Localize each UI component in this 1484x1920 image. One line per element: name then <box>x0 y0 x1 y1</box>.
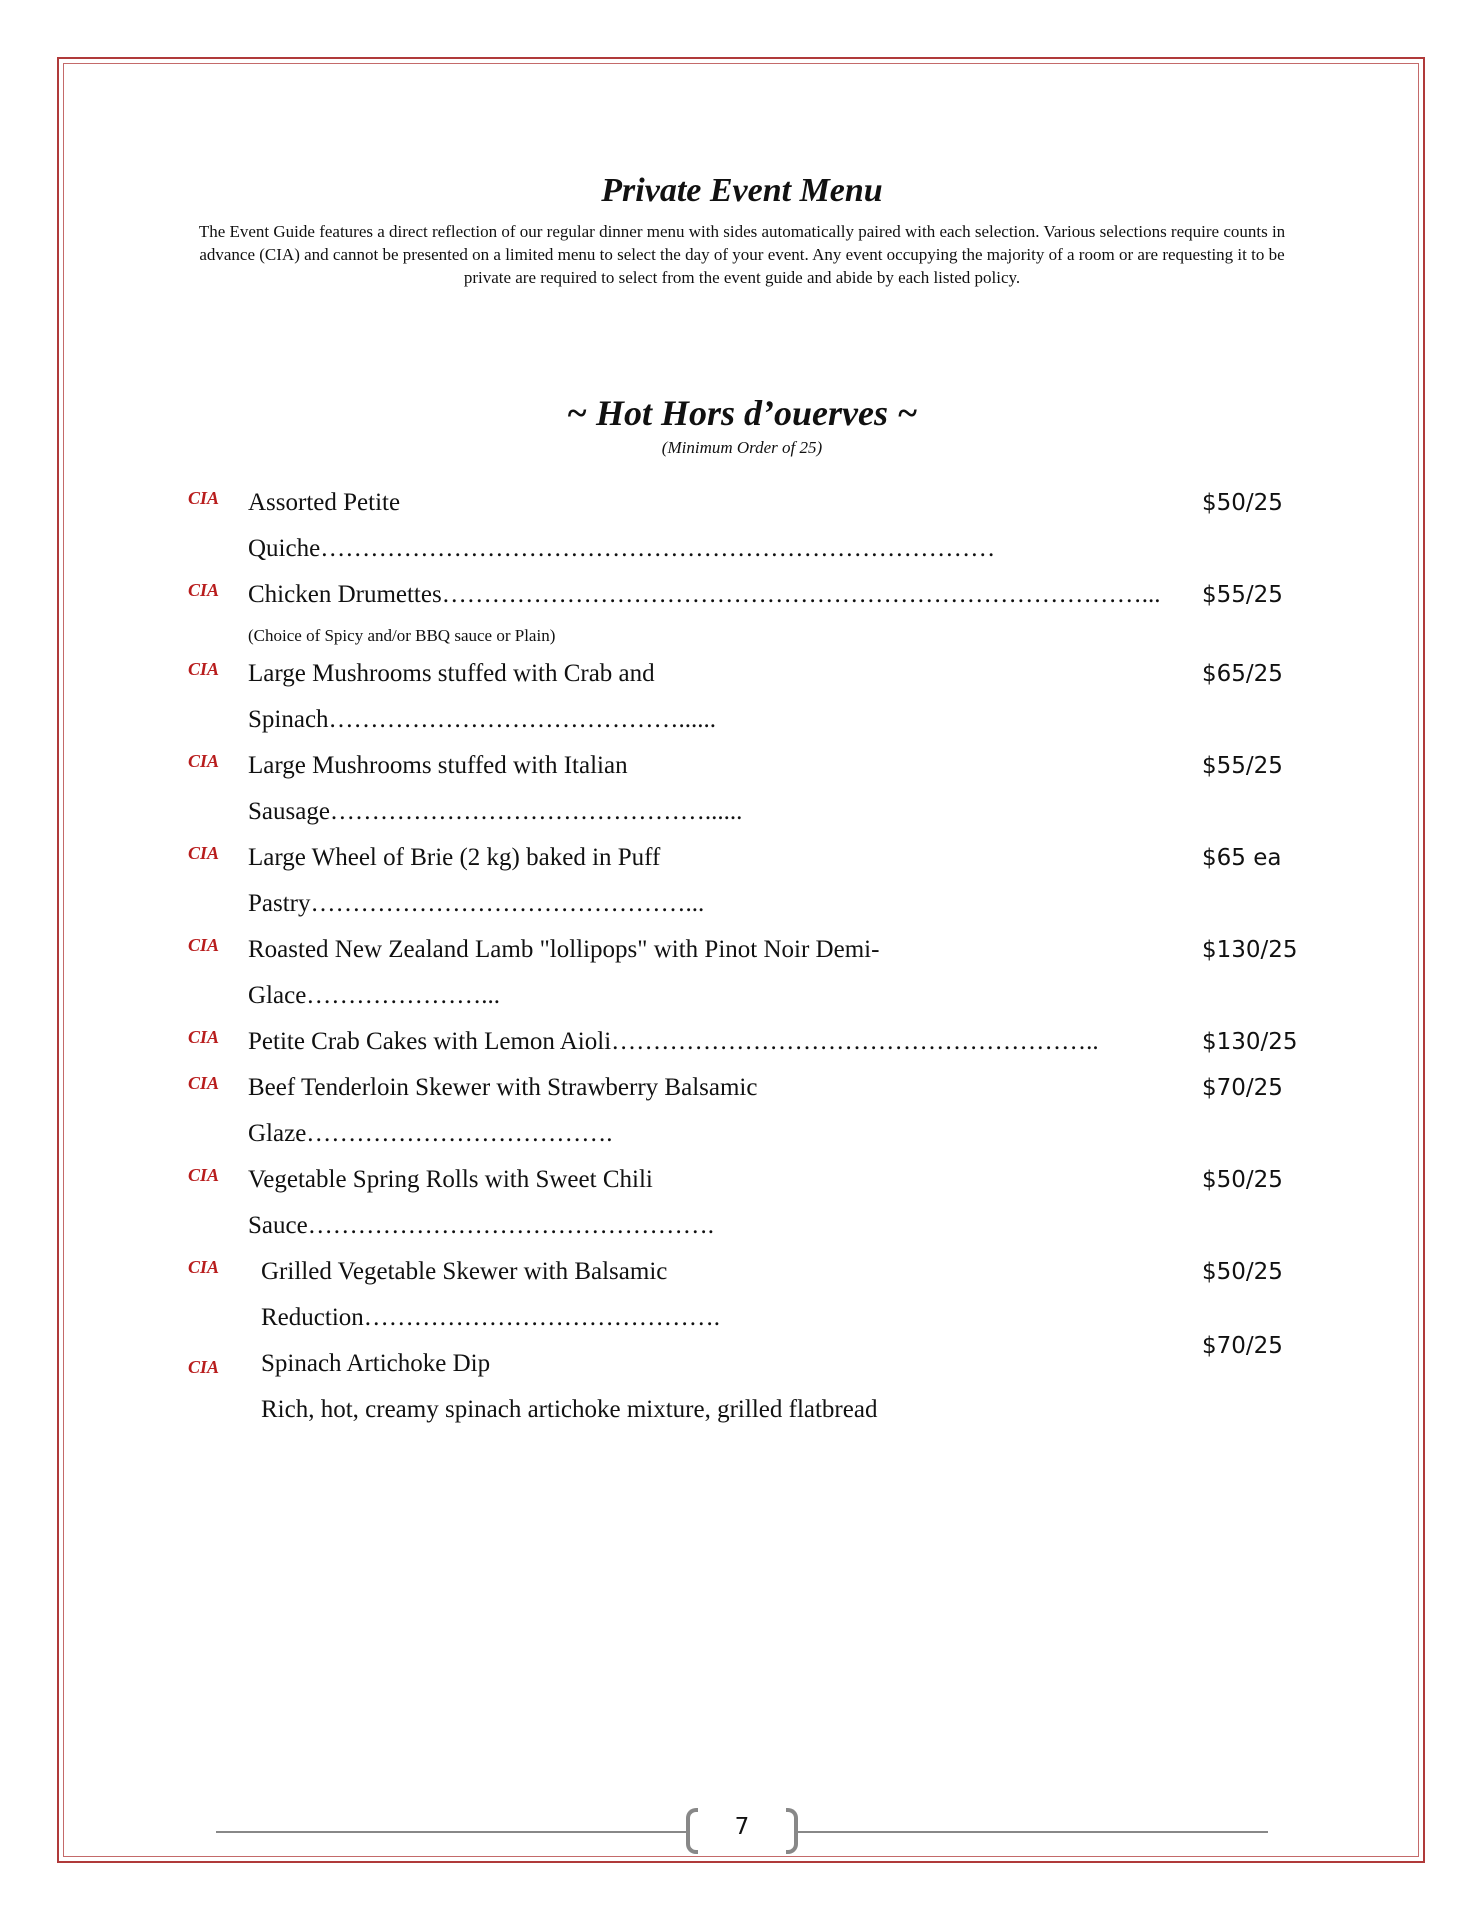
section-subtitle: (Minimum Order of 25) <box>661 438 823 457</box>
item-price: $50/25 <box>1202 490 1283 516</box>
item-name: Beef Tenderloin Skewer with Strawberry Balsamic <box>248 1074 758 1101</box>
section-title: ~ Hot Hors d’ouerves ~ <box>566 393 918 433</box>
item-name: Grilled Vegetable Skewer with Balsamic <box>261 1258 668 1285</box>
cia-tag: CIA <box>188 1165 220 1185</box>
cia-tag: CIA <box>188 659 220 679</box>
cia-tag: CIA <box>188 1357 220 1377</box>
cia-tag: CIA <box>188 580 220 600</box>
item-name: Spinach Artichoke Dip <box>261 1350 491 1377</box>
cia-tag: CIA <box>188 935 220 955</box>
footer-rule-right <box>798 1831 1268 1833</box>
item-name-continued: Pastry………………………………………... <box>248 890 705 917</box>
cia-tag: CIA <box>188 488 220 508</box>
item-name: Assorted Petite <box>248 489 401 516</box>
item-price: $50/25 <box>1202 1167 1283 1193</box>
item-price: $50/25 <box>1202 1259 1283 1285</box>
item-price: $130/25 <box>1202 937 1298 963</box>
item-name: Chicken Drumettes…………………………………………………………………………... <box>248 581 1161 608</box>
item-name-continued: Quiche……………………………………………………………………… <box>248 535 996 562</box>
item-price: $70/25 <box>1202 1333 1283 1359</box>
item-price: $55/25 <box>1202 753 1283 779</box>
item-name-continued: Reduction……………………………………. <box>261 1304 721 1331</box>
item-name: Petite Crab Cakes with Lemon Aioli………………………………………………….. <box>248 1028 1099 1055</box>
page-number: 7 <box>734 1814 750 1840</box>
item-description: Rich, hot, creamy spinach artichoke mixture, grilled flatbread <box>261 1396 878 1423</box>
item-price: $65 ea <box>1202 845 1282 871</box>
cia-tag: CIA <box>188 751 220 771</box>
cia-tag: CIA <box>188 1073 220 1093</box>
item-name: Large Wheel of Brie (2 kg) baked in Puff <box>248 844 661 871</box>
item-price: $55/25 <box>1202 582 1283 608</box>
item-note: (Choice of Spicy and/or BBQ sauce or Plain) <box>248 626 556 645</box>
item-name-continued: Spinach……………………………………...... <box>248 706 717 733</box>
item-price: $130/25 <box>1202 1029 1298 1055</box>
cia-tag: CIA <box>188 1027 220 1047</box>
item-price: $65/25 <box>1202 661 1283 687</box>
item-name-continued: Glaze………………………………. <box>248 1120 613 1147</box>
item-name: Large Mushrooms stuffed with Crab and <box>248 660 655 687</box>
item-name: Roasted New Zealand Lamb "lollipops" with Pinot Noir Demi- <box>248 936 880 963</box>
item-name: Vegetable Spring Rolls with Sweet Chili <box>248 1166 653 1193</box>
cia-tag: CIA <box>188 1257 220 1277</box>
item-name-continued: Sausage………………………………………...... <box>248 798 743 825</box>
item-name: Large Mushrooms stuffed with Italian <box>248 752 628 779</box>
footer-rule-left <box>216 1831 686 1833</box>
cia-tag: CIA <box>188 843 220 863</box>
intro-paragraph: The Event Guide features a direct reflection of our regular dinner menu with sides automatically paired with each selection. Various selections require counts in advance (CIA) and cannot be presented on a limited menu to select the day of your event. Any event occupying the majority of a room or are requesting it to be private are required to select from the event guide and abide by each listed policy. <box>198 222 1286 287</box>
page-title: Private Event Menu <box>601 172 883 209</box>
item-price: $70/25 <box>1202 1075 1283 1101</box>
item-name-continued: Sauce…………………………………………. <box>248 1212 714 1239</box>
item-name-continued: Glace…………………... <box>248 982 501 1009</box>
